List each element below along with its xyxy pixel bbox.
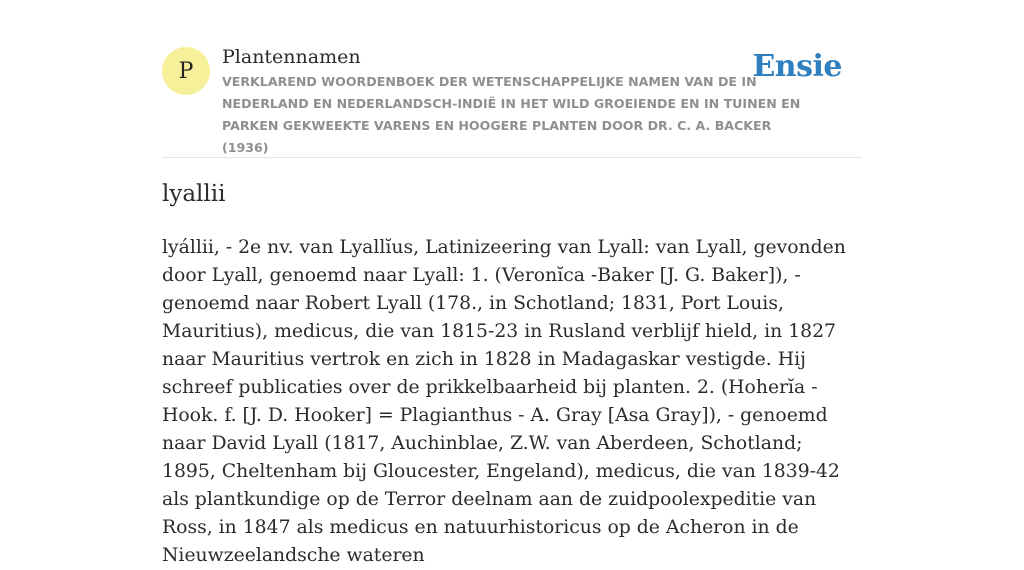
book-subtitle: VERKLAREND WOORDENBOEK DER WETENSCHAPPELIJKE NAMEN VAN DE IN NEDERLAND EN NEDERLANDSCH-INDIË IN HET WILD GROEIENDE EN IN TUINEN EN PARKEN GEKWEEKTE VARENS EN HOOGERE PLANTEN DOOR DR. C. A. BACKER (1936): [222, 74, 801, 155]
entry-title: lyallii: [162, 181, 226, 207]
header-divider: [162, 157, 862, 158]
ensie-logo[interactable]: Ensie: [752, 49, 842, 84]
book-avatar[interactable]: P: [162, 47, 210, 95]
dictionary-header: [162, 44, 862, 158]
entry-definition: lyállii, - 2e nv. van Lyallĭus, Latinizeering van Lyall: van Lyall, gevonden door Lyall, genoemd naar Lyall: 1. (Veronĭca -Baker [J. G. Baker]), - genoemd naar Robert Lyall (178., in Schotland; 1831, Port Louis, Mauritius), medicus, die van 1815-23 in Rusland verblijf hield, in 1827 naar Mauritius vertrok en zich in 1828 in Madagaskar vestigde. Hij schreef publicaties over de prikkelbaarheid bij planten. 2. (Hoherĭa - Hook. f. [J. D. Hooker] = Plagianthus - A. Gray [Asa Gray]), - genoemd naar David Lyall (1817, Auchinblae, Z.W. van Aberdeen, Schotland; 1895, Cheltenham bij Gloucester, Engeland), medicus, die van 1839-42 als plantkundige op de Terror deelnam aan de zuidpoolexpeditie van Ross, in 1847 als medicus en natuurhistoricus op de Acheron in de Nieuwzeelandsche wateren: [162, 237, 846, 566]
book-title[interactable]: Plantennamen: [222, 46, 361, 68]
